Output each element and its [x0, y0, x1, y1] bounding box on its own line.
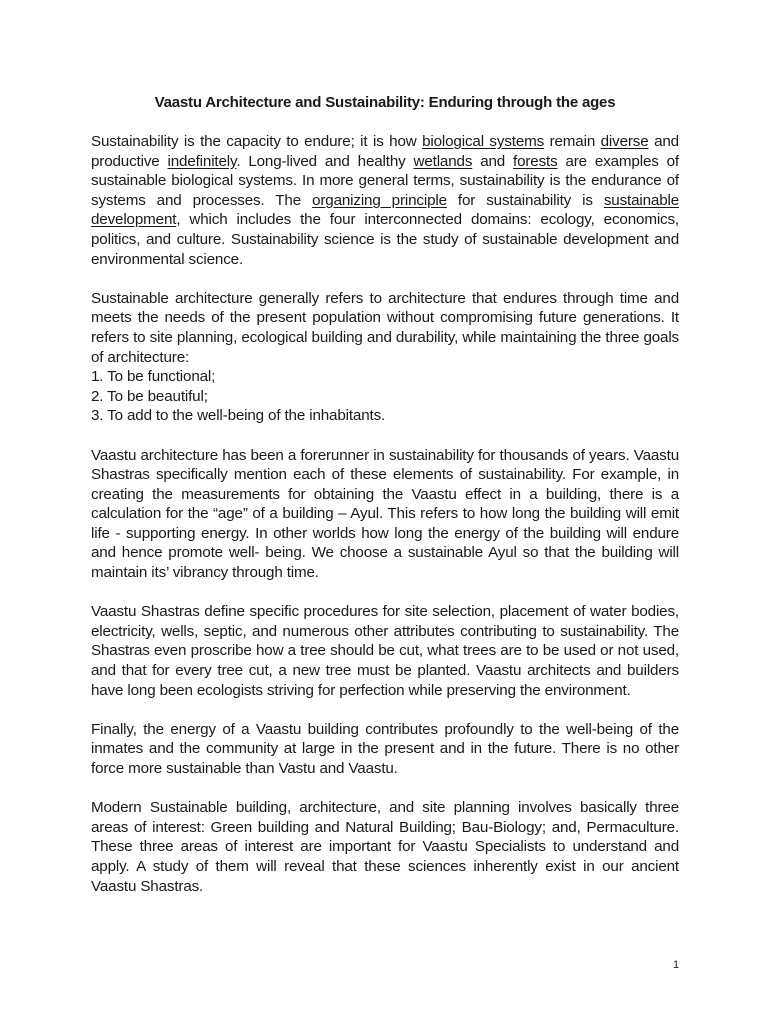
- document-title: Vaastu Architecture and Sustainability: Enduring through the ages: [154, 94, 616, 111]
- text: , which includes the four interconnected domains: ecology, economics, politics, and culture. Sustainability science is the study of sustainable development and environmental science.: [91, 211, 679, 268]
- text: for sustainability is: [446, 191, 604, 209]
- document-body: [91, 93, 679, 916]
- paragraph-modern-sustainable-building: Modern Sustainable building, architecture, and site planning involves basically three areas of interest: Green building and Natural Building; Bau-Biology; and, Permaculture. These three areas of interest are important for Vaastu Specialists to understand and apply. A study of them will reveal that these sciences inherently exist in our ancient Vaastu Shastras.: [91, 799, 679, 895]
- link-sustainable-development[interactable]: sustainable development: [91, 191, 680, 229]
- text: remain: [544, 133, 601, 150]
- paragraph-sustainable-architecture: [91, 289, 679, 426]
- list-item-beautiful: 2. To be beautiful;: [91, 387, 208, 405]
- paragraph-sustainability-definition: [91, 132, 679, 269]
- list-item-well-being: 3. To add to the well-being of the inhabitants.: [91, 407, 386, 425]
- link-organizing-principle[interactable]: organizing principle: [312, 191, 447, 209]
- link-forests[interactable]: forests: [513, 152, 558, 170]
- link-indefinitely[interactable]: indefinitely: [167, 152, 237, 170]
- link-diverse[interactable]: diverse: [600, 133, 649, 150]
- link-biological-systems[interactable]: biological systems: [422, 133, 545, 150]
- text: and: [472, 152, 514, 170]
- text: and productive: [91, 133, 679, 170]
- text: are examples of sustainable biological systems. In more general terms, sustainability is the endurance of systems and processes. The: [91, 152, 679, 209]
- paragraph-vaastu-shastras-procedures: Vaastu Shastras define specific procedures for site selection, placement of water bodies, electricity, wells, septic, and numerous other attributes contributing to sustainability. The Shastras even proscribe how a tree should be cut, what trees are to be used or not used, and that for every tree cut, a new tree must be planted. Vaastu architects and builders have long been ecologists striving for perfection while preserving the environment.: [91, 603, 679, 699]
- text: . Long-lived and healthy: [236, 152, 414, 170]
- paragraph-vaastu-forerunner: Vaastu architecture has been a forerunner in sustainability for thousands of years. Vaastu Shastras specifically mention each of these elements of sustainability. For example, in creating the measurements for obtaining the Vaastu effect in a building, there is a calculation for the “age” of a building – Ayul. This refers to how long the building will emit life - supporting energy. In other worlds how long the energy of the building will endure and hence promote well- being. We choose a sustainable Ayul so that the building will maintain its’ vibrancy through time.: [91, 446, 679, 582]
- list-item-functional: 1. To be functional;: [91, 368, 216, 386]
- paragraph-vaastu-energy: Finally, the energy of a Vaastu building contributes profoundly to the well-being of the inmates and the community at large in the present and in the future. There is no other force more sustainable than Vastu and Vaastu.: [91, 720, 679, 777]
- text: Sustainable architecture generally refers to architecture that endures through time and meets the needs of the present population without compromising future generations. It refers to site planning, ecological building and durability, while maintaining the three goals of architecture:: [91, 289, 679, 366]
- link-wetlands[interactable]: wetlands: [413, 152, 473, 170]
- text: Sustainability is the capacity to endure; it is how: [91, 133, 423, 150]
- page-number: 1: [673, 959, 680, 971]
